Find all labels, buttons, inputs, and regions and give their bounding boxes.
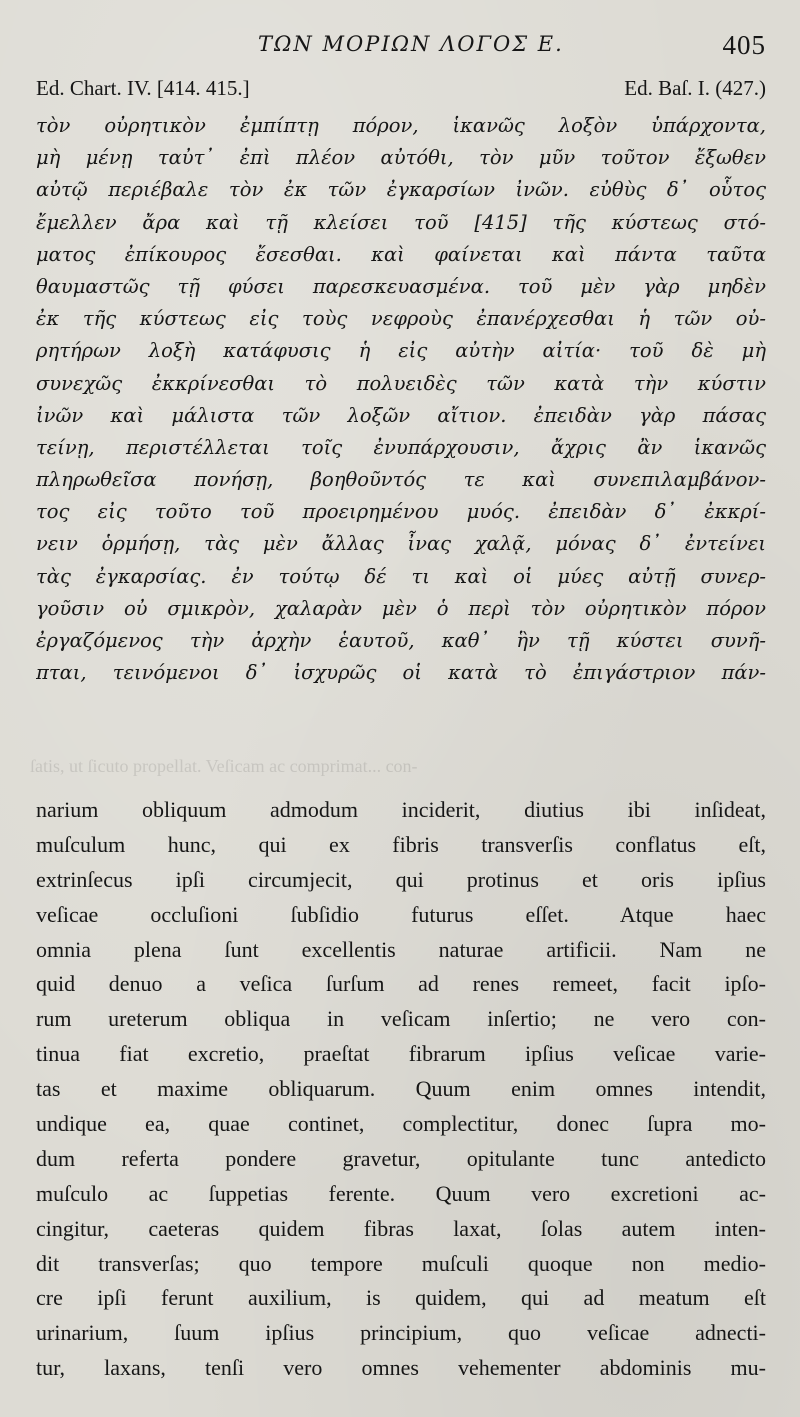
edition-basel: Ed. Baſ. I. (427.) (624, 76, 766, 100)
greek-text-line: συνεχῶς ἐκκρίνεσθαι τὸ πολυειδὲς τῶν κατὰ τὴν κύστιν (36, 371, 766, 395)
greek-text-line: τος εἰς τοῦτο τοῦ προειρημένου μυός. ἐπειδὰν δ᾽ ἐκκρί- (36, 500, 766, 524)
latin-text-line: omnia plena ſunt excellentis naturae artificii. Nam ne (36, 936, 766, 962)
latin-text-line: dit transverſas; quo tempore muſculi quoque non medio- (36, 1250, 766, 1276)
greek-text-line: ρητήρων λοξὴ κατάφυσις ἡ εἰς αὐτὴν αἰτία· τοῦ δὲ μὴ (36, 339, 766, 363)
show-through-text: ſatis, ut ſicuto propellat. Veſicam ac comprimat... con- (30, 756, 418, 776)
greek-text-block (36, 110, 766, 689)
greek-text-line: ἰνῶν καὶ μάλιστα τῶν λοξῶν αἴτιον. ἐπειδὰν γὰρ πάσας (36, 403, 766, 427)
latin-text-line: muſculo ac ſuppetias ferente. Quum vero excretioni ac- (36, 1180, 766, 1206)
latin-text-line: rum ureterum obliqua in veſicam inſertio; ne vero con- (36, 1006, 766, 1032)
latin-text-block (36, 793, 766, 1386)
edition-references (36, 76, 766, 100)
greek-text-line: ἐκ τῆς κύστεως εἰς τοὺς νεφροὺς ἐπανέρχεσθαι ἡ τῶν οὐ- (36, 307, 766, 331)
latin-text-line: muſculum hunc, qui ex fibris transverſis conflatus eſt, (36, 831, 766, 857)
greek-text-line: θαυμαστῶς τῇ φύσει παρεσκευασμένα. τοῦ μὲν γὰρ μηδὲν (36, 274, 766, 298)
latin-text-line: tur, laxans, tenſi vero omnes vehementer abdominis mu- (36, 1355, 766, 1381)
edition-chartier: Ed. Chart. IV. [414. 415.] (36, 76, 250, 100)
page-number: 405 (722, 30, 766, 60)
latin-text-line: undique ea, quae continet, complectitur, donec ſupra mo- (36, 1111, 766, 1137)
latin-text-line: urinarium, ſuum ipſius principium, quo veſicae adnecti- (36, 1320, 766, 1346)
latin-text-line: veſicae occluſioni ſubſidio futurus eſſet. Atque haec (36, 901, 766, 927)
greek-text-line: τὸν οὐρητικὸν ἐμπίπτῃ πόρον, ἱκανῶς λοξὸν ὑπάρχοντα, (36, 114, 766, 137)
latin-text-line: tas et maxime obliquarum. Quum enim omnes intendit, (36, 1076, 766, 1102)
greek-text-line: ἐργαζόμενος τὴν ἀρχὴν ἑαυτοῦ, καθ᾽ ἣν τῇ κύστει συνῆ- (36, 629, 766, 652)
greek-text-line: τὰς ἐγκαρσίας. ἐν τούτῳ δέ τι καὶ οἱ μύες αὐτῇ συνερ- (36, 564, 766, 588)
greek-text-line: τείνῃ, περιστέλλεται τοῖς ἐνυπάρχουσιν, ἄχρις ἂν ἱκανῶς (36, 435, 766, 459)
greek-text-line: γοῦσιν οὐ σμικρὸν, χαλαρὰν μὲν ὁ περὶ τὸν οὐρητικὸν πόρον (36, 596, 766, 620)
greek-text-line: νειν ὁρμήσῃ, τὰς μὲν ἄλλας ἶνας χαλᾷ, μόνας δ᾽ ἐντείνει (36, 532, 766, 556)
latin-text-line: dum referta pondere gravetur, opitulante tunc antedicto (36, 1145, 766, 1171)
latin-text-line: extrinſecus ipſi circumjecit, qui protinus et oris ipſius (36, 866, 766, 892)
running-head (0, 30, 800, 60)
latin-text-line: quid denuo a veſica ſurſum ad renes remeet, facit ipſo- (36, 971, 766, 997)
running-title: ΤΩΝ ΜΟΡΙΩΝ ΛΟΓΟΣ Ε. (258, 32, 564, 56)
greek-text-line: πληρωθεῖσα πονήσῃ, βοηθοῦντός τε καὶ συνεπιλαμβάνον- (36, 468, 766, 492)
latin-text-line: cingitur, caeteras quidem fibras laxat, ſolas autem inten- (36, 1215, 766, 1241)
greek-text-line: αὐτῷ περιέβαλε τὸν ἐκ τῶν ἐγκαρσίων ἰνῶν. εὐθὺς δ᾽ οὗτος (36, 178, 766, 202)
latin-text-line: tinua fiat excretio, praeſtat fibrarum ipſius veſicae varie- (36, 1041, 766, 1067)
greek-text-line: μὴ μένῃ ταὐτ᾽ ἐπὶ πλέον αὐτόθι, τὸν μῦν τοῦτον ἔξωθεν (36, 146, 766, 170)
greek-text-line: ἔμελλεν ἄρα καὶ τῇ κλείσει τοῦ [415] τῆς κύστεως στό- (36, 210, 766, 234)
latin-text-line: narium obliquum admodum inciderit, diutius ibi inſideat, (36, 797, 766, 822)
latin-text-line: cre ipſi ferunt auxilium, is quidem, qui ad meatum eſt (36, 1285, 766, 1311)
greek-text-line: ματος ἐπίκουρος ἔσεσθαι. καὶ φαίνεται καὶ πάντα ταῦτα (36, 242, 766, 266)
greek-text-line: πται, τεινόμενοι δ᾽ ἰσχυρῶς οἱ κατὰ τὸ ἐπιγάστριον πάν- (36, 661, 766, 685)
